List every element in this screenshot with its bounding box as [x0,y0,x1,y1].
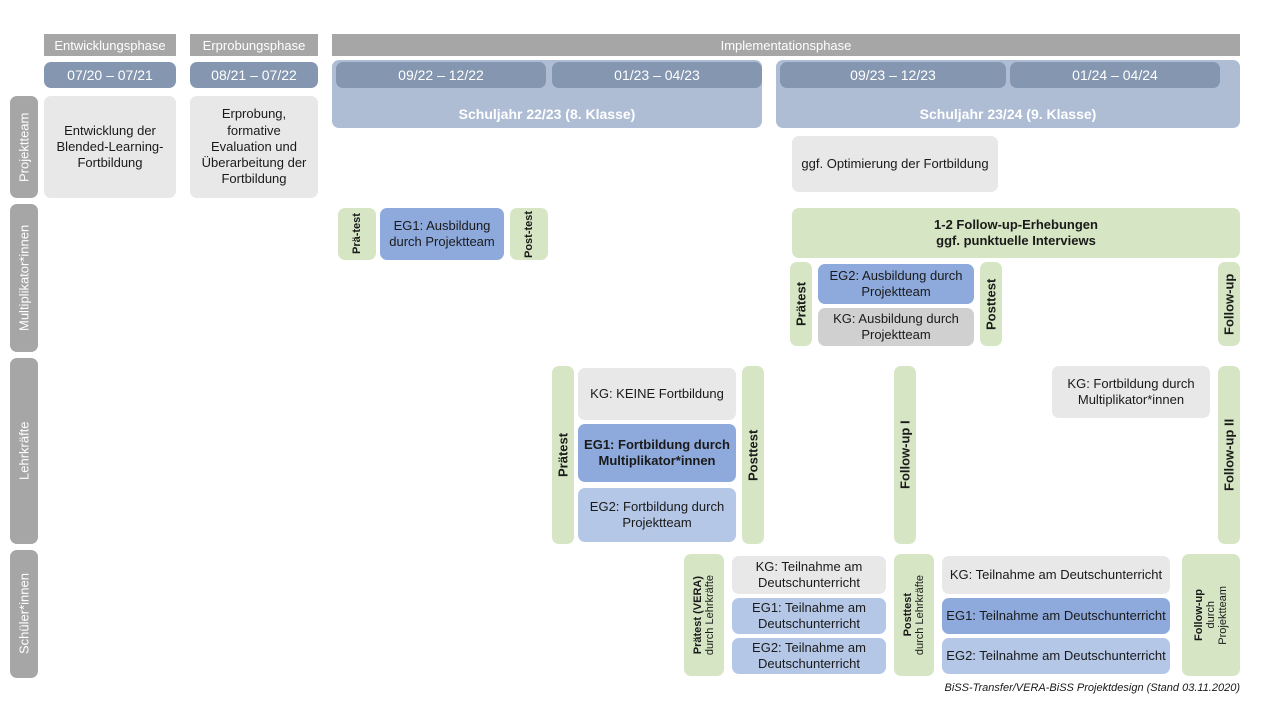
box-text: Prätest [555,432,571,478]
followup-sublabel-2: Projektteam [1217,585,1229,645]
row-label-text: Schüler*innen [16,573,32,655]
box-posttest-multiplikatoren-2 [980,262,1002,346]
date-label: 09/23 – 12/23 [850,67,936,83]
posttest-label: Posttest [902,593,914,637]
phase-label: Implementationsphase [720,37,852,53]
date-bar-0720-0721 [44,62,176,88]
box-eg1-teilnahme-deutschunterricht-2 [942,598,1170,634]
praetest-vera-label: Prätest (VERA) [692,575,704,655]
banner-line-2: ggf. punktuelle Interviews [936,233,1096,248]
box-erprobung-evaluation [190,96,318,198]
row-label-schuelerinnen [10,550,38,678]
box-text: EG2: Teilnahme am Deutschunterricht [752,639,866,671]
date-bar-0124-0424 [1010,62,1220,88]
box-optimierung-fortbildung [792,136,998,192]
box-kg-keine-fortbildung [578,368,736,420]
box-text: EG1: Teilnahme am Deutschunterricht [946,607,1166,623]
schoolyear-label: Schuljahr 23/24 (9. Klasse) [919,106,1097,122]
box-entwicklung-fortbildung [44,96,176,198]
box-eg1-teilnahme-deutschunterricht-1 [732,598,886,634]
box-eg2-teilnahme-deutschunterricht-1 [732,638,886,674]
box-text: Posttest [745,429,761,481]
row-label-text: Lehrkräfte [16,421,32,481]
box-followup-1-lehrkraefte [894,366,916,544]
date-label: 09/22 – 12/22 [398,67,484,83]
box-eg1-ausbildung-projektteam [380,208,504,260]
phase-header-entwicklungsphase [44,34,176,56]
box-kg-teilnahme-deutschunterricht-1 [732,556,886,594]
box-eg1-fortbildung-multiplikatoren [578,424,736,482]
box-text: EG2: Ausbildung durch Projektteam [829,267,963,299]
box-text: KG: Ausbildung durch Projektteam [833,310,959,342]
box-text: Follow-up II [1221,418,1237,492]
box-text: Entwicklung der Blended-Learning-Fortbildung [56,122,164,171]
box-praetest-lehrkraefte [552,366,574,544]
phase-header-erprobungsphase [190,34,318,56]
footer-caption: BiSS-Transfer/VERA-BiSS Projektdesign (Stand 03.11.2020) [944,682,1240,694]
date-label: 07/20 – 07/21 [67,67,153,83]
date-label: 01/23 – 04/23 [614,67,700,83]
box-kg-ausbildung-projektteam [818,308,974,346]
box-praetest-vera-schueler [684,554,724,676]
box-kg-teilnahme-deutschunterricht-2 [942,556,1170,594]
row-label-text: Multiplikator*innen [16,224,32,332]
box-kg-fortbildung-multiplikatoren [1052,366,1210,418]
box-eg2-ausbildung-projektteam [818,264,974,304]
row-label-lehrkraefte [10,358,38,544]
box-text: Erprobung, formative Evaluation und Überarbeitung der Fortbildung [201,106,307,187]
box-text: EG1: Ausbildung durch Projektteam [389,217,495,249]
box-text: Prä-test [351,213,363,255]
date-bar-0923-1223 [780,62,1006,88]
row-label-multiplikatorinnen [10,204,38,352]
row-label-projektteam [10,96,38,198]
box-eg2-fortbildung-projektteam [578,488,736,542]
date-bar-0123-0423 [552,62,762,88]
box-text: Post-test [523,210,535,258]
box-text: Follow-up [1221,273,1237,335]
box-text: KG: Teilnahme am Deutschunterricht [949,566,1163,582]
box-text: EG2: Teilnahme am Deutschunterricht [946,647,1166,663]
row-label-text: Projektteam [16,112,32,182]
box-text: Follow-up I [897,420,913,490]
date-label: 01/24 – 04/24 [1072,67,1158,83]
box-text: ggf. Optimierung der Fortbildung [801,155,989,171]
box-text: Posttest [983,278,999,330]
phase-label: Erprobungsphase [202,37,306,53]
box-text: KG: KEINE Fortbildung [590,385,724,401]
phase-label: Entwicklungsphase [54,37,166,53]
box-praetest-multiplikatoren-1 [338,208,376,260]
box-text: KG: Fortbildung durch Multiplikator*innen [1067,375,1195,407]
box-posttest-multiplikatoren-1 [510,208,548,260]
date-label: 08/21 – 07/22 [211,67,297,83]
phase-header-implementationsphase [332,34,1240,56]
date-bar-0922-1222 [336,62,546,88]
box-praetest-multiplikatoren-2 [790,262,812,346]
followup-label: Follow-up [1193,589,1205,641]
box-followup-2-lehrkraefte [1218,366,1240,544]
followup-sublabel-1: durch [1205,601,1217,629]
schoolyear-label: Schuljahr 22/23 (8. Klasse) [458,106,636,122]
box-followup-erhebungen-banner [792,208,1240,258]
posttest-sublabel: durch Lehrkräfte [914,574,926,656]
box-text: EG2: Fortbildung durch Projektteam [589,498,725,530]
box-text: EG1: Teilnahme am Deutschunterricht [752,599,866,631]
box-posttest-lehrkraefte [742,366,764,544]
box-text: KG: Teilnahme am Deutschunterricht [755,558,863,590]
banner-line-1: 1-2 Follow-up-Erhebungen [934,216,1098,232]
box-eg2-teilnahme-deutschunterricht-2 [942,638,1170,674]
box-followup-schueler [1182,554,1240,676]
box-text: EG1: Fortbildung durch Multiplikator*innen [584,436,730,468]
praetest-vera-sublabel: durch Lehrkräfte [704,574,716,656]
box-posttest-schueler [894,554,934,676]
box-followup-multiplikatoren [1218,262,1240,346]
date-bar-0821-0722 [190,62,318,88]
box-text: Prätest [793,281,809,327]
